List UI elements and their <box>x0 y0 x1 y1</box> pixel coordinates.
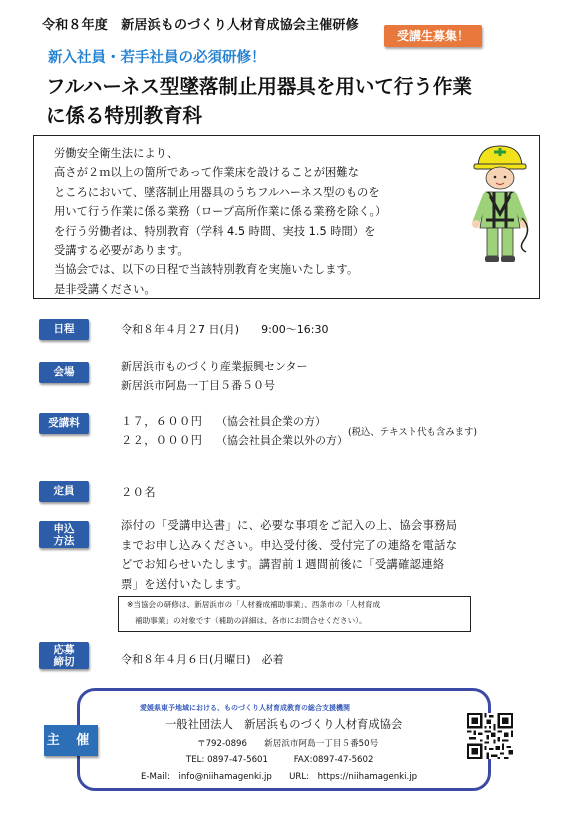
capacity-value: ２０名 <box>121 486 156 499</box>
label-deadline-line-1: 応募 <box>53 644 75 656</box>
fee-tax-note: (税込、テキスト代も含みます) <box>348 427 478 438</box>
qr-code-icon <box>467 713 513 759</box>
apply-line: どでお知らせいたします。講習前１週間前後に「受講確認連絡 <box>121 558 445 571</box>
intro-text <box>54 144 386 299</box>
intro-line: 用いて行う作業に係る業務（ロープ高所作業に係る業務を除く。） <box>54 205 387 219</box>
subtitle: 新入社員・若手社員の必須研修！ <box>48 50 266 66</box>
page-title <box>46 72 546 130</box>
intro-line: 労働安全衛生法により、 <box>54 147 179 160</box>
organizer-line: 令和８年度 新居浜ものづくり人材育成協会主催研修 <box>42 18 359 33</box>
venue-line-1: 新居浜市ものづくり産業振興センター <box>121 360 308 373</box>
intro-line: 是非受講ください。 <box>54 282 156 296</box>
deadline-value: 令和８年４月６日(月曜日) 必着 <box>121 653 284 666</box>
fee-member-note: （協会社員企業の方） <box>216 415 326 428</box>
venue-line-2: 新居浜市阿島一丁目５番５０号 <box>121 379 275 392</box>
title-line-1: フルハーネス型墜落制止用器具を用いて行う作業 <box>46 75 472 98</box>
subsidy-note-line-2: 補助事業」の対象です（補助の詳細は、各市にお問合せください）。 <box>135 616 367 625</box>
intro-line: 受講する必要があります。 <box>54 244 189 258</box>
intro-line: 当協会では、以下の日程で当該特別教育を実施いたします。 <box>54 263 359 277</box>
worker-illustration-icon <box>464 142 536 267</box>
footer-address: 〒792-0896 新居浜市阿島一丁目５番50号 <box>197 739 379 749</box>
apply-line: 票」を送付いたします。 <box>121 577 248 591</box>
intro-line: ところにおいて、墜落制止用器具のうちフルハーネス型のものを <box>54 185 380 199</box>
footer-tagline: 愛媛県東予地域における、ものづくり人材育成教育の総合支援機関 <box>140 704 350 712</box>
label-deadline <box>39 642 89 669</box>
label-capacity: 定員 <box>39 481 89 502</box>
title-line-2: に係る特別教育科 <box>46 104 203 127</box>
recruit-badge: 受講生募集！ <box>384 25 482 47</box>
apply-line: 添付の「受講申込書」に、必要な事項をご記入の上、協会事務局 <box>121 519 458 532</box>
label-apply-line-1: 申込 <box>53 523 75 535</box>
host-label: 主 催 <box>44 725 98 756</box>
label-apply <box>39 521 89 548</box>
fee-nonmember-note: （協会社員企業以外の方） <box>216 434 348 447</box>
label-apply-line-2: 方法 <box>53 535 75 547</box>
intro-box <box>33 135 540 299</box>
intro-line: 高さが２ｍ以上の箇所であって作業床を設けることが困難な <box>54 166 359 180</box>
label-deadline-line-2: 締切 <box>53 656 75 668</box>
fee-nonmember-price: ２２，０００円 <box>121 434 203 447</box>
subsidy-note-line-1: ※当協会の研修は、新居浜市の「人材養成補助事業」、西条市の「人材育成 <box>127 600 381 609</box>
apply-line: までお申し込みください。申込受付後、受付完了の連絡を電話な <box>121 538 458 552</box>
subsidy-note <box>118 596 471 632</box>
apply-text <box>121 516 457 594</box>
footer-email-url: E-Mail: info@niihamagenki.jp URL: https://niihamagenki.jp <box>141 772 418 782</box>
intro-line: を行う労働者は、特別教育（学科 4.5 時間、実技 1.5 時間）を <box>54 224 376 238</box>
label-venue: 会場 <box>39 362 89 383</box>
footer-phone-fax: TEL: 0897-47-5601 FAX:0897-47-5602 <box>186 755 374 765</box>
label-date: 日程 <box>39 319 89 340</box>
label-fee: 受講料 <box>39 413 89 434</box>
fee-member-price: １７，６００円 <box>121 415 203 428</box>
footer-org-name: 一般社団法人 新居浜ものづくり人材育成協会 <box>165 718 403 731</box>
date-value: 令和８年４月２7 日(月) 9:00～16:30 <box>121 323 329 336</box>
